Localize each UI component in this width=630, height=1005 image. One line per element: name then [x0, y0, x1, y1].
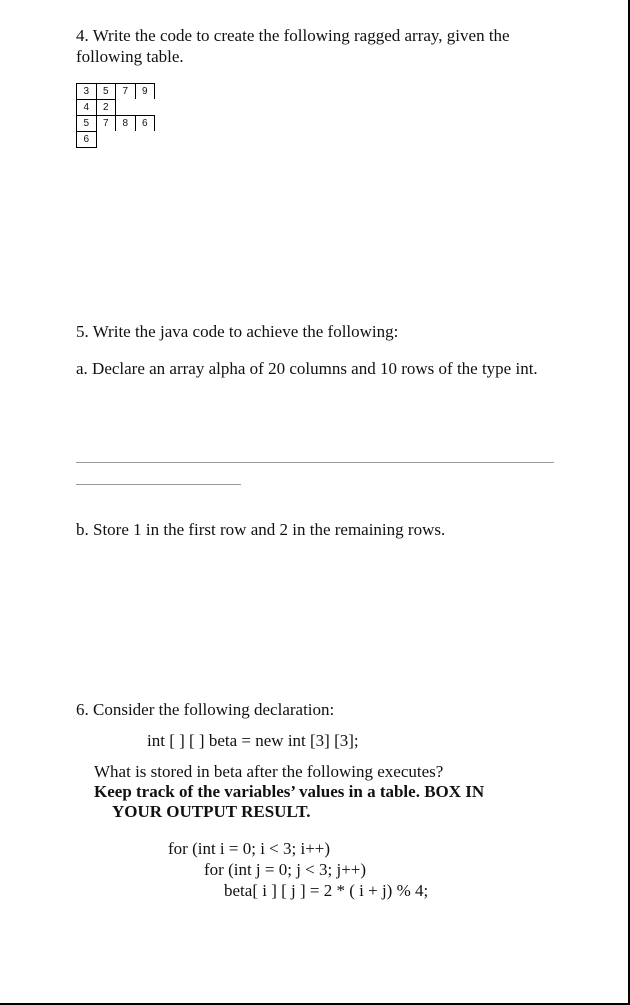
question-5a-text: a. Declare an array alpha of 20 columns and 10 rows of the type int. — [76, 359, 538, 378]
table-cell: 6 — [135, 115, 156, 131]
beta-declaration: int [ ] [ ] beta = new int [3] [3]; — [147, 731, 359, 750]
question-5-prompt: 5. Write the java code to achieve the following: — [76, 322, 399, 341]
table-row — [76, 83, 155, 99]
question-6-text: What is stored in beta after the following executes? — [94, 762, 444, 781]
table-cell: 9 — [135, 83, 156, 99]
table-cell: 6 — [76, 131, 97, 148]
table-row — [76, 131, 155, 147]
question-6-prompt: 6. Consider the following declaration: — [76, 700, 335, 719]
question-5b-text: b. Store 1 in the first row and 2 in the remaining rows. — [76, 520, 446, 539]
answer-line-short — [76, 484, 241, 485]
answer-line — [76, 462, 554, 463]
table-cell: 7 — [96, 115, 116, 131]
table-cell: 8 — [115, 115, 135, 131]
code-line-assignment: beta[ i ] [ j ] = 2 * ( i + j) % 4; — [224, 881, 429, 900]
instruction-line-1: Keep track of the variables’ values in a table. BOX IN — [94, 782, 485, 801]
table-cell: 4 — [76, 99, 96, 115]
table-cell: 2 — [96, 99, 117, 115]
table-row — [76, 99, 155, 115]
instruction-line-2: YOUR OUTPUT RESULT. — [112, 802, 311, 821]
table-cell: 7 — [115, 83, 135, 99]
question-4-prompt: 4. Write the code to create the following ragged array, given the following table. — [76, 26, 510, 66]
table-cell: 3 — [76, 83, 96, 99]
code-line-outer-loop: for (int i = 0; i < 3; i++) — [168, 839, 331, 858]
code-line-inner-loop: for (int j = 0; j < 3; j++) — [204, 860, 367, 879]
table-cell: 5 — [76, 115, 96, 131]
table-cell: 5 — [96, 83, 116, 99]
ragged-array-table — [76, 83, 155, 147]
table-row — [76, 115, 155, 131]
